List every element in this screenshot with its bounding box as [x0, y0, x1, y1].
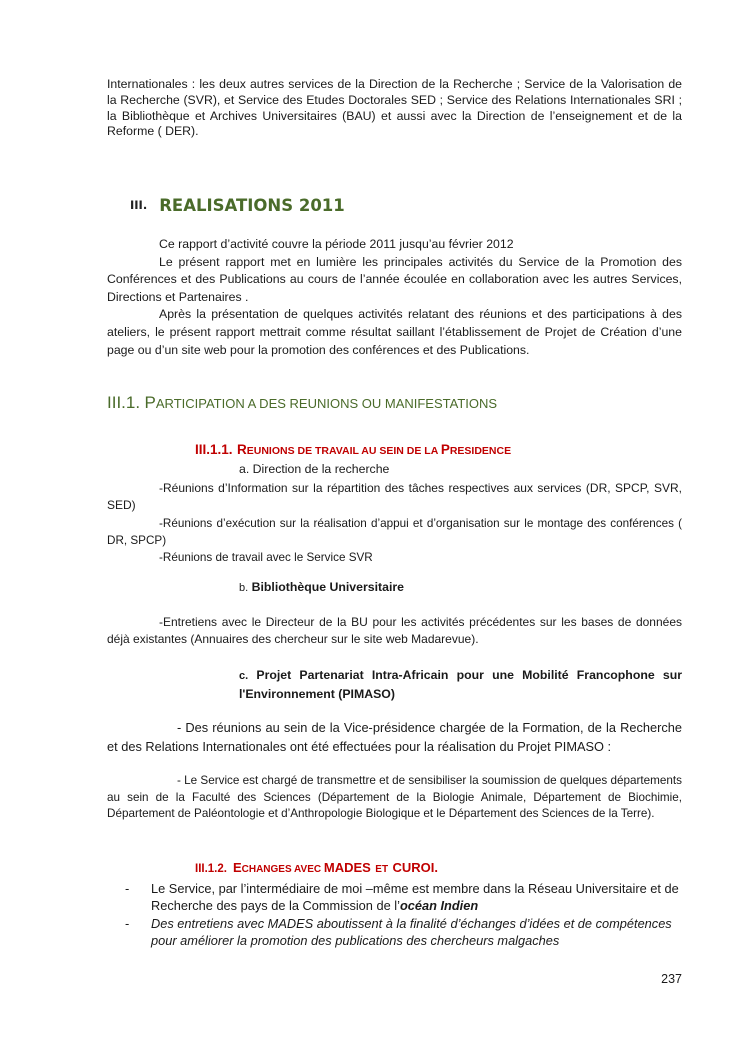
- intro-paragraph-3: Après la présentation de quelques activités relatant des réunions et des participations à des ateliers, le présent rapport mettrait comme résultat saillant l’établissement de Projet de Création d’une page ou d’un site web pour la promotion des conférences et des Publications.: [107, 307, 682, 357]
- heading-et: ET: [375, 864, 389, 875]
- heading-mades: MADES: [323, 860, 371, 875]
- intro-continuation-paragraph: Internationales : les deux autres services de la Direction de la Recherche ; Service de la Valorisation de la Recherche (SVR), et Service des Etudes Doctorales SED ; Service des Relations Internationales SRI ; la Bibliothèque et Archives Universitaires (BAU) et aussi avec la Direction de l’enseignement et de la Reforme ( DER).: [107, 77, 682, 139]
- intro-line-1: Ce rapport d’activité couvre la période 2011 jusqu’au février 2012: [159, 237, 514, 251]
- heading-rest-p: RESIDENCE: [449, 445, 512, 457]
- section-number: III.: [130, 198, 148, 212]
- list-item: -Réunions de travail avec le Service SVR: [159, 551, 373, 565]
- bullet-item: [125, 881, 685, 914]
- subsection-number: III.1.: [107, 393, 141, 412]
- bullet-text-wrapper: [151, 881, 685, 914]
- item-b-heading: [239, 580, 404, 594]
- item-c-paragraph-2: - Le Service est chargé de transmettre et de sensibiliser la soumission de quelques départements au sein de la Faculté des Sciences (Département de la Biologie Animale, Département de Biochimie, Département de Paléontologie et d’Anthropologie Biologique et le Département des Sciences de la Terre).: [107, 774, 682, 821]
- list-item: -Réunions d’Information sur la répartition des tâches respectives aux services (DR, SPCP, SVR, SED): [107, 481, 682, 513]
- bullet-text: Des entretiens avec MADES aboutissent à la finalité d’échanges d’idées et de compétences pour améliorer la promotion des publications des chercheurs malgaches: [151, 916, 672, 948]
- item-c-title: Projet Partenariat Intra-Africain pour une Mobilité Francophone sur l'Environnement (PIMASO): [239, 668, 683, 701]
- realisations-intro: [107, 236, 682, 359]
- subsubsection-number: III.1.1.: [195, 442, 233, 457]
- heading-curoi: CUROI.: [392, 860, 439, 875]
- item-a-heading: a. Direction de la recherche: [239, 462, 390, 476]
- bullet-text: Le Service, par l’intermédiaire de moi –même est membre dans la Réseau Universitaire et de Recherche des pays de la Commission de l’: [151, 881, 679, 913]
- subsection-heading-participation: [107, 393, 497, 413]
- subsubsection-number: III.1.2.: [195, 863, 227, 875]
- echanges-bullet-list: [125, 881, 685, 951]
- item-a-list: [107, 480, 682, 566]
- item-b-text: -Entretiens avec le Directeur de la BU pour les activités précédentes sur les bases de données déjà existantes (Annuaires des chercheur sur le site web Madarevue).: [107, 615, 682, 646]
- heading-rest-e: CHANGES AVEC: [241, 864, 324, 875]
- bullet-emphasis: océan Indien: [399, 897, 479, 913]
- heading-initial-r: R: [236, 442, 247, 457]
- section-heading-realisations: [130, 196, 345, 215]
- bullet-dash: -: [125, 881, 130, 896]
- bullet-dash: -: [125, 916, 130, 931]
- item-b-title: Bibliothèque Universitaire: [251, 580, 404, 594]
- heading-initial-e: E: [232, 860, 242, 875]
- section-title: REALISATIONS 2011: [159, 196, 345, 215]
- item-c-letter: c.: [239, 670, 249, 682]
- page-number: 237: [661, 972, 682, 986]
- item-c-paragraph-1: - Des réunions au sein de la Vice-présidence chargée de la Formation, de la Recherche et des Relations Internationales ont été effectuées pour la réalisation du Projet PIMASO :: [107, 720, 682, 754]
- heading-rest-r: EUNIONS DE TRAVAIL AU SEIN DE LA: [246, 445, 441, 457]
- bullet-item: [125, 916, 685, 949]
- subsubsection-heading-echanges: [195, 859, 438, 877]
- item-b-letter: b.: [239, 582, 249, 594]
- item-c-heading: [239, 666, 682, 703]
- subsection-title-rest: ARTICIPATION A DES REUNIONS OU MANIFESTATIONS: [155, 396, 498, 411]
- list-item: -Réunions d’exécution sur la réalisation d’appui et d’organisation sur le montage des conférences ( DR, SPCP): [107, 516, 682, 547]
- subsection-title-initial: P: [144, 393, 156, 412]
- heading-initial-p: P: [440, 442, 450, 457]
- subsubsection-heading-reunions: [195, 441, 511, 459]
- intro-paragraph-2: Le présent rapport met en lumière les principales activités du Service de la Promotion des Conférences et des Publications au cours de l’année écoulée en collaboration avec les autres Services, Directions et Partenaires .: [107, 254, 682, 304]
